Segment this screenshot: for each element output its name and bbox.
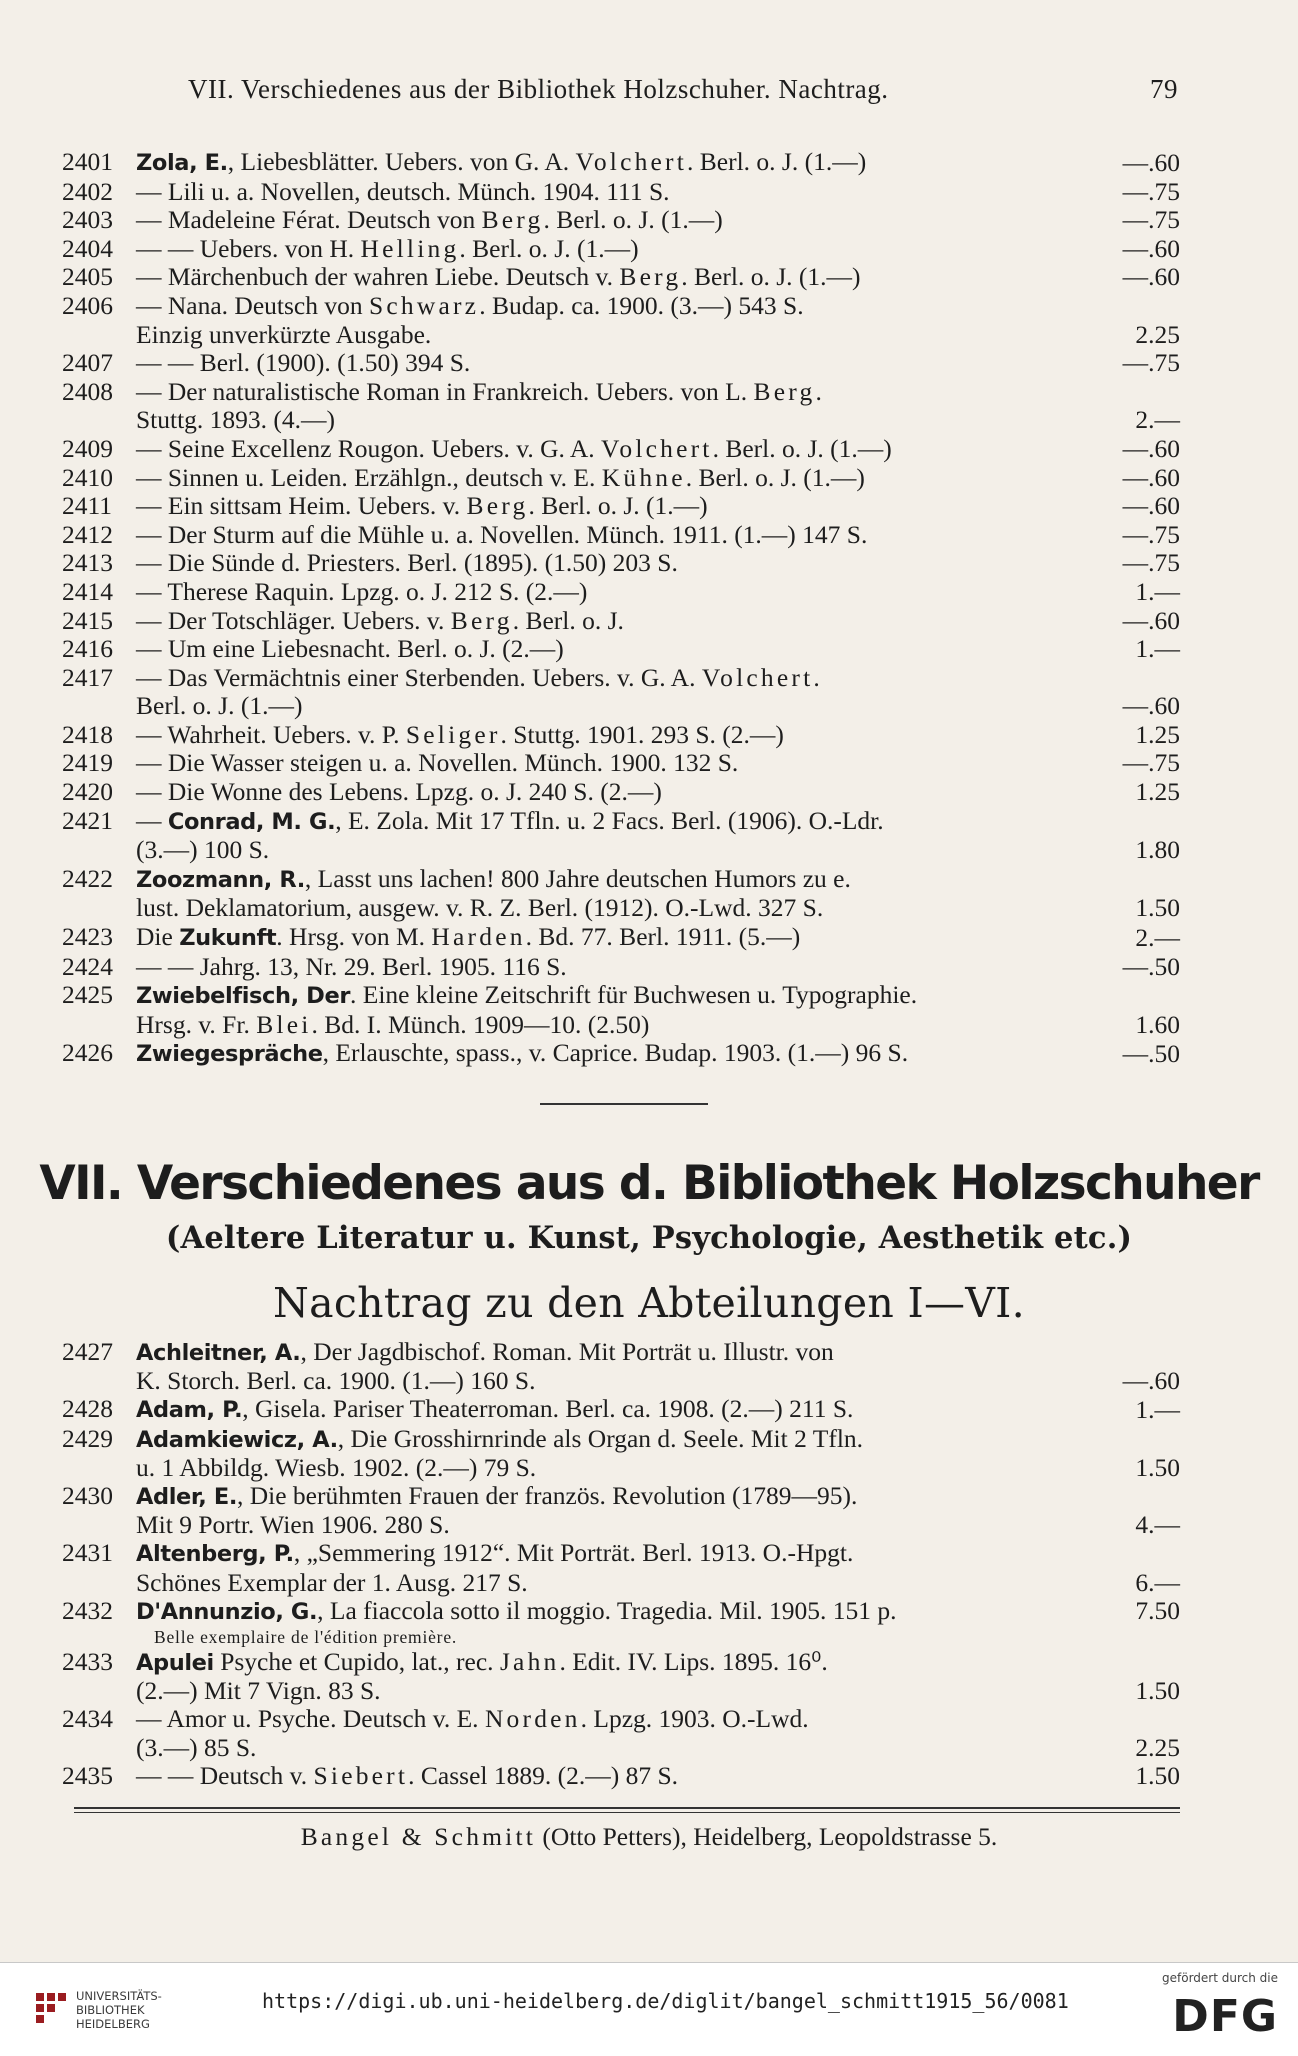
catalogue-entry [62, 349, 1180, 378]
entry-spaced-name: Blei [256, 1009, 312, 1039]
entry-text: — Wahrheit. Uebers. v. P. [136, 719, 406, 749]
entry-text-line [136, 148, 1096, 178]
catalogue-entry [62, 1762, 1180, 1790]
entry-spaced-name: Siebert [313, 1760, 409, 1790]
entry-text-line [136, 406, 1096, 435]
entry-spaced-name: Norden [484, 1704, 581, 1734]
entry-text-line [136, 1762, 1096, 1790]
entry-text: , Die berühmten Frauen der französ. Revolution (1789—95). [236, 1481, 858, 1511]
entry-price: —.60 [1122, 262, 1180, 292]
entry-number: 2403 [62, 205, 113, 235]
entry-headword: Achleitner, A. [136, 1340, 301, 1366]
entry-price: —.50 [1122, 1039, 1180, 1069]
catalogue-entry [62, 435, 1180, 464]
entry-price: —.60 [1122, 691, 1180, 721]
entry-text: . Bd. 77. Berl. 1911. (5.—) [525, 922, 801, 952]
entry-number: 2410 [62, 462, 113, 492]
entry-text-line [136, 1597, 1096, 1626]
entry-text-line [136, 749, 1096, 778]
entry-text: — Amor u. Psyche. Deutsch v. E. [136, 1704, 485, 1734]
catalogue-entry [62, 492, 1180, 521]
entry-text: . Berl. o. J. (1.—) [685, 462, 865, 492]
entry-text-line [136, 206, 1096, 235]
entry-text: , Lasst uns lachen! 800 Jahre deutschen Humors zu e. [304, 863, 851, 893]
catalogue-entry [62, 807, 1180, 865]
footer-rule [74, 1807, 1180, 1809]
entry-text: . Budap. ca. 1900. (3.—) 543 S. [479, 290, 804, 320]
entry-text-line [136, 321, 1096, 350]
entry-text: u. 1 Abbildg. Wiesb. 1902. (2.—) 79 S. [136, 1452, 537, 1482]
catalogue-entry [62, 235, 1180, 264]
university-library-logo-icon[interactable] [34, 1991, 68, 2031]
entry-text: , Gisela. Pariser Theaterroman. Berl. ca. 1908. (2.—) 211 S. [242, 1394, 854, 1424]
catalogue-entry [62, 923, 1180, 953]
entry-text: . [813, 662, 820, 692]
entry-headword: D'Annunzio, G. [136, 1598, 318, 1625]
entry-number: 2409 [62, 433, 113, 463]
entry-text: . Edit. IV. Lips. 1895. 16⁰. [559, 1647, 828, 1677]
entry-spaced-name: Berg [466, 491, 529, 521]
entry-headword: Altenberg, P. [136, 1541, 294, 1568]
entry-text-line [136, 1395, 1096, 1424]
entry-number: 2404 [62, 233, 113, 263]
entry-text: . Stuttg. 1901. 293 S. (2.—) [500, 719, 784, 749]
entry-text-line [136, 865, 1096, 895]
entry-text: Die [136, 922, 180, 952]
catalogue-entry [62, 578, 1180, 607]
entry-number: 2418 [62, 719, 113, 749]
entry-text-line [136, 263, 1096, 292]
entry-text: (3.—) 100 S. [136, 835, 270, 865]
entry-price: 1.— [1135, 634, 1180, 664]
catalogue-entry [62, 953, 1180, 982]
entry-price: —.75 [1122, 519, 1180, 549]
catalogue-entry [62, 549, 1180, 578]
entry-headword: Apulei [136, 1650, 214, 1677]
entry-text-line [136, 1705, 1096, 1733]
entry-number: 2433 [62, 1647, 113, 1677]
entry-price: —.60 [1122, 1366, 1180, 1396]
entry-text-line [136, 721, 1096, 750]
section-title: VII. Verschiedenes aus d. Bibliothek Holzschuher [39, 1156, 1259, 1211]
page-number: 79 [1150, 74, 1178, 104]
entry-spaced-name: Volchert [701, 662, 814, 692]
entry-number: 2419 [62, 748, 113, 778]
entry-number: 2413 [62, 548, 113, 578]
entry-text: Einzig unverkürzte Ausgabe. [136, 319, 432, 349]
entry-text: — Der naturalistische Roman in Frankreich. Uebers. von L. [136, 376, 754, 406]
entry-text: . Bd. I. Münch. 1909—10. (2.50) [311, 1009, 650, 1039]
entry-price: —.75 [1122, 176, 1180, 206]
catalogue-entry [62, 1648, 1180, 1705]
entry-text: . Lpzg. 1903. O.-Lwd. [580, 1704, 809, 1734]
entry-number: 2430 [62, 1481, 113, 1511]
entry-number: 2435 [62, 1760, 113, 1790]
entry-price: 4.— [1135, 1510, 1180, 1540]
entry-price: —.60 [1122, 433, 1180, 463]
entry-text: — Das Vermächtnis einer Sterbenden. Uebers. v. G. A. [136, 662, 702, 692]
entry-price: 1.25 [1135, 719, 1180, 749]
entry-headword: Adam, P. [136, 1397, 243, 1424]
entry-price: —.60 [1122, 462, 1180, 492]
catalogue-entry [62, 1039, 1180, 1069]
entry-price: —.60 [1122, 605, 1180, 635]
entry-number: 2423 [62, 922, 113, 952]
entry-text-line [136, 1734, 1096, 1762]
library-name-line: BIBLIOTHEK [76, 2003, 145, 2017]
entry-number: 2421 [62, 805, 113, 835]
entry-text: Hrsg. v. Fr. [136, 1009, 257, 1039]
entry-price: —.60 [1122, 148, 1180, 177]
entry-text: Schönes Exemplar der 1. Ausg. 217 S. [136, 1567, 528, 1597]
entry-number: 2417 [62, 662, 113, 692]
entry-text: , Erlauschte, spass., v. Caprice. Budap. 1903. (1.—) 96 S. [322, 1038, 909, 1068]
entry-number: 2416 [62, 634, 113, 664]
entry-spaced-name: Volchert [601, 433, 713, 463]
catalogue-entry [62, 607, 1180, 636]
catalogue-entry [62, 178, 1180, 207]
entry-text-line [136, 235, 1096, 264]
entry-price: —.60 [1122, 491, 1180, 521]
section-divider [540, 1103, 708, 1105]
entry-text: . Berl. o. J. (1.—) [543, 205, 723, 235]
entry-headword: Zola, E. [136, 150, 228, 176]
section-addendum-heading: Nachtrag zu den Abteilungen I—VI. [273, 1279, 1025, 1327]
entry-price: 7.50 [1135, 1595, 1180, 1625]
entry-price: 1.— [1135, 1395, 1180, 1425]
entry-text: lust. Deklamatorium, ausgew. v. R. Z. Berl. (1912). O.-Lwd. 327 S. [136, 893, 824, 923]
catalogue-entries-top [62, 148, 1180, 1069]
catalogue-entry [62, 721, 1180, 750]
entry-text-line [136, 521, 1096, 550]
catalogue-entry [62, 206, 1180, 235]
entry-price: 1.50 [1135, 1676, 1180, 1706]
catalogue-entry [62, 148, 1180, 178]
entry-text: . Berl. o. J. (1.—) [712, 433, 892, 463]
catalogue-entry [62, 263, 1180, 292]
entry-number: 2425 [62, 980, 113, 1010]
entry-headword: Adler, E. [136, 1484, 237, 1511]
catalogue-entry [62, 778, 1180, 807]
entry-text-line [136, 778, 1096, 807]
entry-text-line [136, 578, 1096, 607]
entry-text-line [136, 1677, 1096, 1705]
entry-text-line [136, 492, 1096, 521]
entry-headword: Zwiebelfisch, Der [136, 983, 351, 1010]
catalogue-entry [62, 1539, 1180, 1596]
entry-spaced-name: Volchert [575, 147, 688, 176]
entry-number: 2415 [62, 605, 113, 635]
entry-spaced-name: Seliger [405, 719, 501, 749]
entry-price: 2.25 [1135, 1732, 1180, 1762]
entry-text-line [136, 1425, 1096, 1454]
entry-note: Belle exemplaire de l'édition première. [154, 1627, 458, 1648]
entry-text-line [136, 1482, 1096, 1511]
entry-text: — Märchenbuch der wahren Liebe. Deutsch v. [136, 262, 620, 292]
entry-number: 2414 [62, 576, 113, 606]
entry-text: — Um eine Liebesnacht. Berl. o. J. (2.—) [136, 634, 564, 664]
catalogue-entry [62, 981, 1180, 1039]
entry-price: 1.60 [1135, 1009, 1180, 1039]
entry-price: 1.25 [1135, 777, 1180, 807]
entry-text-line [136, 836, 1096, 865]
entry-price: —.75 [1122, 548, 1180, 578]
entry-text: Psyche et Cupido, lat., rec. [213, 1647, 500, 1677]
entry-spaced-name: Berg [753, 376, 816, 406]
entry-text: . Berl. o. J. [512, 605, 624, 635]
entry-text: , Die Grosshirnrinde als Organ d. Seele. Mit 2 Tfln. [337, 1423, 864, 1453]
entry-spaced-name: Jahn [499, 1647, 560, 1677]
entry-number: 2432 [62, 1595, 113, 1625]
entry-spaced-name: Berg [481, 205, 544, 235]
entry-text-line [136, 923, 1096, 953]
entry-price: —.75 [1122, 748, 1180, 778]
entry-text-line [136, 635, 1096, 664]
catalogue-entry [62, 749, 1180, 778]
entry-text: Berl. o. J. (1.—) [136, 691, 303, 721]
catalogue-entry [62, 1338, 1180, 1395]
section-subtitle: (Aeltere Literatur u. Kunst, Psychologie, Aesthetik etc.) [165, 1220, 1133, 1256]
entry-spaced-name: Harden [431, 922, 526, 952]
entry-text: . Berl. o. J. (1.—) [687, 147, 867, 176]
funding-note: gefördert durch die [1162, 1971, 1278, 1985]
entry-text-line [136, 1454, 1096, 1482]
catalogue-entry [62, 464, 1180, 493]
entry-text: . Cassel 1889. (2.—) 87 S. [408, 1760, 679, 1790]
entry-price: 2.— [1135, 923, 1180, 953]
catalogue-entry [62, 378, 1180, 435]
viewer-footer [0, 1962, 1298, 2056]
library-name-line: HEIDELBERG [76, 2017, 150, 2031]
publisher-firm: Bangel & Schmitt [300, 1822, 537, 1851]
entry-text: — Die Wasser steigen u. a. Novellen. Münch. 1900. 132 S. [136, 748, 739, 778]
entry-price: 1.50 [1135, 1760, 1180, 1790]
running-head [188, 74, 1178, 114]
entry-text: , La fiaccola sotto il moggio. Tragedia. Mil. 1905. 151 p. [317, 1595, 897, 1625]
entry-text-line [136, 1367, 1096, 1395]
entry-text-line [136, 664, 1096, 693]
entry-price: —.75 [1122, 348, 1180, 378]
entry-text: , Der Jagdbischof. Roman. Mit Porträt u. Illustr. von [300, 1337, 834, 1366]
entry-text: — Ein sittsam Heim. Uebers. v. [136, 491, 467, 521]
entry-text-line [136, 1039, 1096, 1069]
entry-text: , Liebesblätter. Uebers. von G. A. [227, 147, 576, 176]
entry-price: 2.25 [1135, 319, 1180, 349]
entry-text: — — Uebers. von H. [136, 233, 361, 263]
entry-number: 2401 [62, 147, 113, 176]
running-head-title: VII. Verschiedenes aus der Bibliothek Holzschuher. Nachtrag. [188, 74, 889, 104]
entry-price: 2.— [1135, 405, 1180, 435]
entry-text: — Lili u. a. Novellen, deutsch. Münch. 1904. 111 S. [136, 176, 670, 206]
entry-price: 1.80 [1135, 835, 1180, 865]
entry-text-line [136, 807, 1096, 837]
entry-headword: Adamkiewicz, A. [136, 1426, 338, 1453]
entry-text-line [136, 549, 1096, 578]
entry-text-line [136, 607, 1096, 636]
entry-number: 2426 [62, 1038, 113, 1068]
entry-text-line [136, 464, 1096, 493]
entry-text-line [136, 378, 1096, 407]
entry-number: 2427 [62, 1337, 113, 1366]
entry-text: — Nana. Deutsch von [136, 290, 369, 320]
entry-number: 2431 [62, 1538, 113, 1568]
entry-text: , E. Zola. Mit 17 Tfln. u. 2 Facs. Berl. (1906). O.-Ldr. [335, 805, 884, 835]
entry-number: 2412 [62, 519, 113, 549]
entry-price: 6.— [1135, 1567, 1180, 1597]
entry-number: 2428 [62, 1394, 113, 1424]
entry-headword: Zwiegespräche [136, 1041, 323, 1068]
entry-text: — Sinnen u. Leiden. Erzählgn., deutsch v. E. [136, 462, 602, 492]
entry-headword: Zukunft [179, 925, 277, 952]
entry-number: 2411 [62, 491, 113, 521]
entry-text: — Seine Excellenz Rougon. Uebers. v. G. A. [136, 433, 602, 463]
entry-headword: Conrad, M. G. [167, 808, 336, 835]
catalogue-entry [62, 635, 1180, 664]
entry-text-line [136, 692, 1096, 721]
entry-text: (3.—) 85 S. [136, 1732, 257, 1762]
entry-number: 2406 [62, 290, 113, 320]
entry-number: 2434 [62, 1704, 113, 1734]
catalogue-entry [62, 1425, 1180, 1482]
catalogue-entry [62, 1705, 1180, 1761]
entry-text-line [136, 178, 1096, 207]
entry-text-line [136, 349, 1096, 378]
entry-text-line [136, 435, 1096, 464]
entry-text: — — Berl. (1900). (1.50) 394 S. [136, 348, 471, 378]
entry-text: , „Semmering 1912“. Mit Porträt. Berl. 1913. O.-Hpgt. [293, 1538, 854, 1568]
catalogue-entry [62, 1395, 1180, 1424]
entry-text-line [136, 894, 1096, 923]
entry-text: — — Deutsch v. [136, 1760, 314, 1790]
entry-text-line [136, 1539, 1096, 1568]
university-library-name [76, 1989, 162, 2031]
entry-price: —.60 [1122, 233, 1180, 263]
entry-price: —.50 [1122, 951, 1180, 981]
entry-number: 2422 [62, 863, 113, 893]
entry-number: 2408 [62, 376, 113, 406]
entry-text: — Madeleine Férat. Deutsch von [136, 205, 482, 235]
entry-spaced-name: Berg [619, 262, 682, 292]
entry-text-line [136, 1338, 1096, 1367]
entry-text: . [815, 376, 822, 406]
entry-text: — Der Totschläger. Uebers. v. [136, 605, 451, 635]
entry-number: 2405 [62, 262, 113, 292]
catalogue-entry [62, 521, 1180, 550]
catalogue-entry [62, 1597, 1180, 1648]
entry-text: (2.—) Mit 7 Vign. 83 S. [136, 1676, 381, 1706]
entry-text: . Berl. o. J. (1.—) [459, 233, 639, 263]
entry-text: . Hrsg. von M. [276, 922, 432, 952]
entry-text-line [136, 981, 1096, 1011]
entry-text-line [136, 1011, 1096, 1040]
entry-number: 2402 [62, 176, 113, 206]
entry-text-line [136, 1511, 1096, 1539]
permalink-url[interactable]: https://digi.ub.uni-heidelberg.de/diglit/bangel_schmitt1915_56/0081 [262, 1989, 1069, 2013]
entry-spaced-name: Berg [450, 605, 513, 635]
entry-spaced-name: Schwarz [369, 290, 480, 320]
entry-text: . Berl. o. J. (1.—) [681, 262, 861, 292]
entry-headword: Zoozmann, R. [136, 866, 305, 893]
entry-spaced-name: Helling [360, 233, 460, 263]
entry-text: Stuttg. 1893. (4.—) [136, 405, 336, 435]
footer-rule-thin [74, 1812, 1180, 1813]
entry-text: — — Jahrg. 13, Nr. 29. Berl. 1905. 116 S. [136, 951, 567, 981]
entry-text: — Die Wonne des Lebens. Lpzg. o. J. 240 S. (2.—) [136, 777, 662, 807]
entry-text: Mit 9 Portr. Wien 1906. 280 S. [136, 1510, 450, 1540]
publisher-address: (Otto Petters), Heidelberg, Leopoldstrasse 5. [536, 1822, 998, 1851]
catalogue-entries-bottom [62, 1338, 1180, 1790]
entry-text-line [136, 1648, 1096, 1677]
dfg-logo-icon: DFG [1172, 1991, 1278, 2042]
publisher-imprint [0, 1820, 1298, 1854]
entry-text-line [136, 292, 1096, 321]
catalogue-entry [62, 664, 1180, 721]
catalogue-entry [62, 865, 1180, 923]
library-name-line: UNIVERSITÄTS- [76, 1989, 162, 2003]
entry-text: — [136, 805, 168, 835]
entry-text: — Der Sturm auf die Mühle u. a. Novellen. Münch. 1911. (1.—) 147 S. [136, 519, 868, 549]
entry-price: —.75 [1122, 205, 1180, 235]
catalogue-entry [62, 1482, 1180, 1539]
catalogue-entry [62, 292, 1180, 349]
entry-text: . Eine kleine Zeitschrift für Buchwesen u. Typographie. [350, 980, 918, 1010]
entry-price: 1.50 [1135, 1452, 1180, 1482]
entry-text-line [136, 953, 1096, 982]
entry-price: 1.50 [1135, 893, 1180, 923]
entry-number: 2429 [62, 1423, 113, 1453]
entry-number: 2424 [62, 951, 113, 981]
entry-text: — Therese Raquin. Lpzg. o. J. 212 S. (2.—) [136, 576, 588, 606]
entry-text: . Berl. o. J. (1.—) [528, 491, 708, 521]
entry-number: 2420 [62, 777, 113, 807]
entry-text-line [136, 1569, 1096, 1597]
entry-text: K. Storch. Berl. ca. 1900. (1.—) 160 S. [136, 1366, 536, 1396]
entry-spaced-name: Kühne [601, 462, 686, 492]
entry-text: — Die Sünde d. Priesters. Berl. (1895). (1.50) 203 S. [136, 548, 678, 578]
entry-price: 1.— [1135, 576, 1180, 606]
entry-number: 2407 [62, 348, 113, 378]
